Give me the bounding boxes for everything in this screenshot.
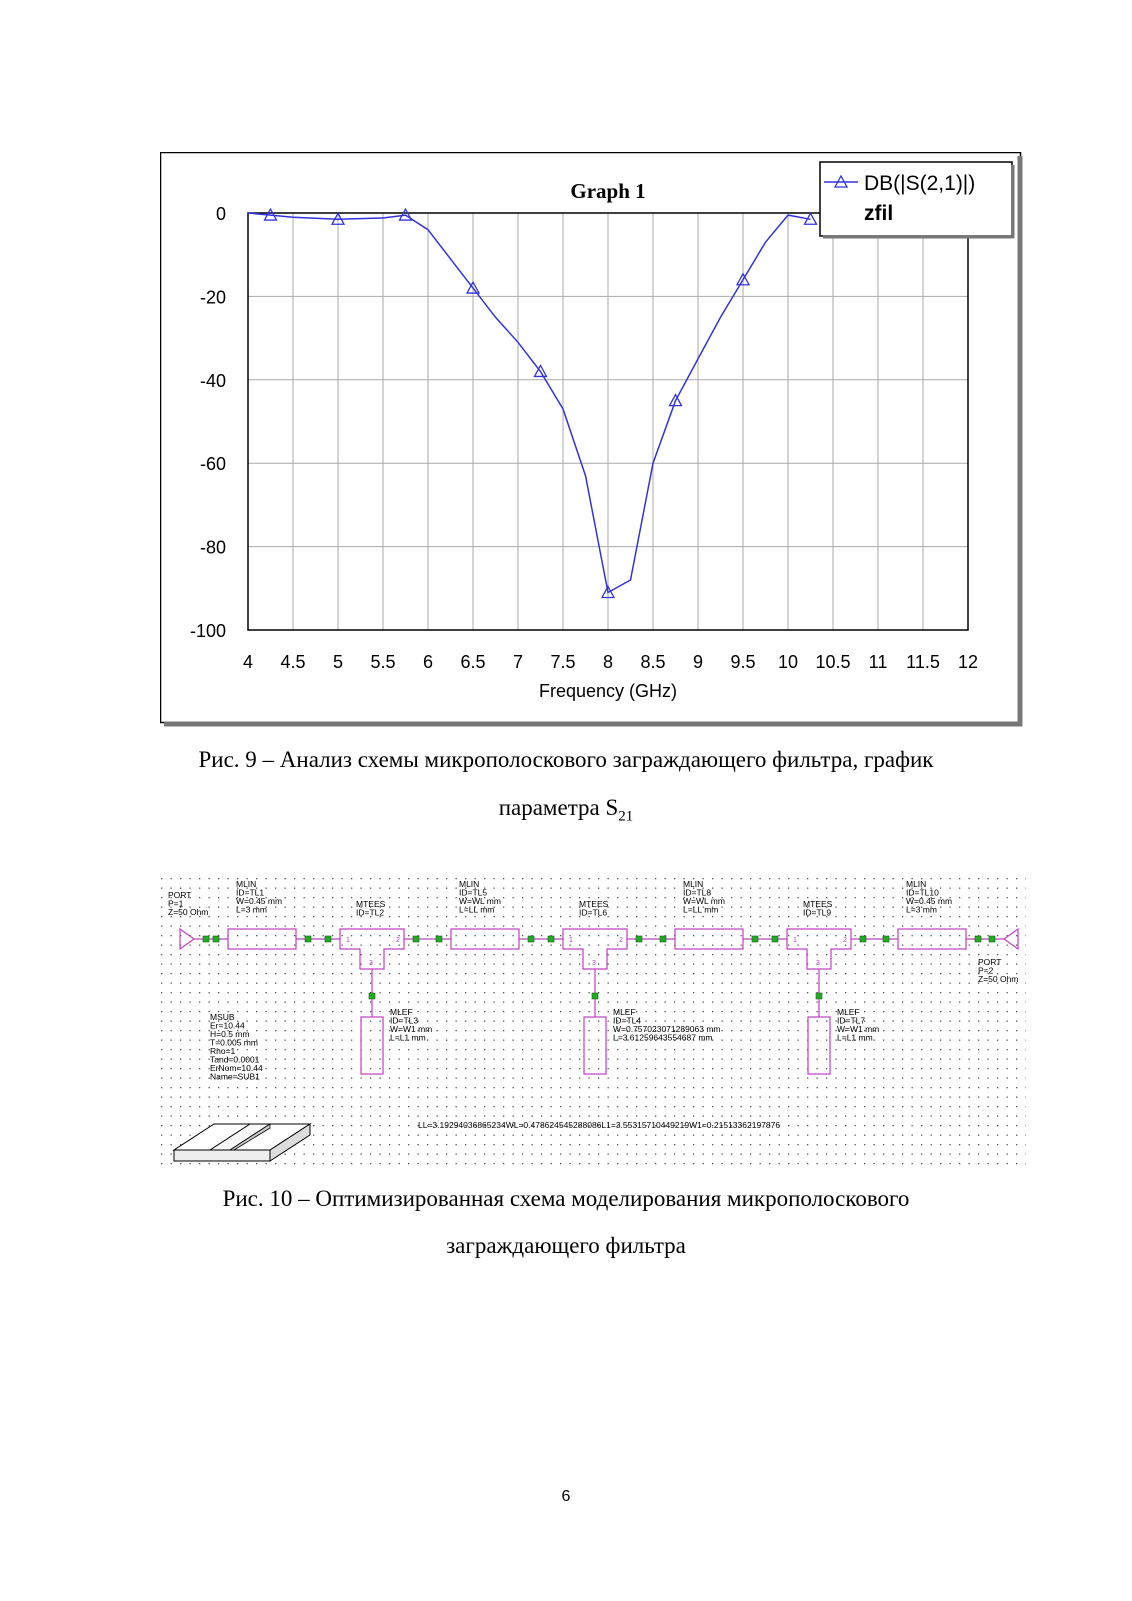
pin-3: 3 [369, 960, 373, 967]
element-param: ID=TL6 [579, 907, 608, 918]
element-param: ID=TL9 [803, 907, 832, 918]
pin-2: 2 [619, 937, 623, 944]
element-param: W=0.757023071289063 mm [613, 1024, 721, 1034]
caption-subscript: 21 [618, 808, 634, 825]
connection-node [636, 936, 642, 942]
x-tick-label: 6 [422, 652, 434, 672]
x-tick-label: 7.5 [550, 652, 576, 672]
mtees-label-2 [579, 899, 609, 918]
element-param: Z=50 Ohm [978, 974, 1019, 984]
element-param: ID=TL1 [236, 887, 265, 898]
element-param: MLEF [837, 1007, 860, 1017]
element-param: MSUB [210, 1012, 235, 1022]
element-param: ID=TL7 [837, 1015, 866, 1026]
connection-node [989, 936, 995, 942]
y-tick-label: -100 [189, 621, 226, 641]
figure-10-caption-line-2 [0, 1233, 1132, 1259]
y-tick-label: 0 [215, 204, 226, 224]
caption-text: параметра S [498, 795, 619, 820]
element-param: P=1 [168, 898, 184, 909]
element-param: W=W1 mm [837, 1024, 880, 1034]
connection-node [369, 993, 375, 999]
element-param: MLEF [390, 1007, 413, 1017]
filter-schematic [160, 877, 1026, 1167]
connection-node [975, 936, 981, 942]
element-param: Z=50 Ohm [168, 907, 209, 917]
x-tick-label: 8 [602, 652, 614, 672]
element-param: L=3 mm [236, 904, 267, 915]
pin-1: 1 [793, 937, 797, 944]
x-tick-label: 12 [957, 652, 979, 672]
connection-node [772, 936, 778, 942]
x-tick-label: 8.5 [640, 652, 666, 672]
graph-title: Graph 1 [570, 179, 646, 203]
element-param: W=WL mm [683, 896, 725, 906]
legend [820, 162, 1014, 238]
x-tick-label: 11 [868, 652, 888, 672]
pin-3: 3 [816, 960, 820, 967]
caption-text: заграждающего фильтра [446, 1233, 686, 1258]
figure-9-caption-line-2 [0, 795, 1132, 826]
y-tick-label: -80 [199, 537, 226, 558]
element-param: ErNom=10.44 [210, 1063, 263, 1073]
connection-node [883, 936, 889, 942]
element-param: ID=TL5 [459, 887, 488, 898]
connection-node [548, 936, 554, 942]
y-tick-label: -40 [199, 370, 226, 391]
element-param: MTEES [579, 899, 609, 909]
x-tick-label: 11.5 [906, 652, 940, 672]
connection-node [436, 936, 442, 942]
element-param: MTEES [803, 899, 833, 909]
mtees-label-1 [356, 899, 386, 918]
connection-node [325, 936, 331, 942]
element-param: ID=TL4 [613, 1015, 642, 1026]
pin-2: 2 [843, 937, 847, 944]
element-param: Rho=1 [210, 1046, 236, 1056]
legend-entry-s21: DB(|S(2,1)|) [864, 172, 976, 195]
x-tick-label: 4 [242, 652, 254, 672]
pin-2: 2 [396, 937, 400, 944]
element-param: W=0.45 mm [906, 896, 953, 906]
element-param: T=0.005 mm [210, 1037, 258, 1048]
x-tick-label: 9.5 [730, 652, 756, 672]
x-tick-label: 9 [692, 652, 704, 672]
element-param: L=LL mm [683, 904, 719, 915]
element-param: MLEF [613, 1007, 636, 1017]
element-param: ID=TL8 [683, 887, 712, 898]
connection-node [213, 936, 219, 942]
x-axis-label: Frequency (GHz) [538, 681, 678, 701]
element-param: L=LL mm [459, 904, 495, 915]
page-number: 6 [561, 1488, 571, 1505]
element-param: L=3 mm [906, 904, 937, 915]
x-tick-label: 5.5 [370, 652, 396, 672]
connection-node [660, 936, 666, 942]
element-param: L=3.61259643554687 mm [613, 1032, 713, 1043]
connection-node [305, 936, 311, 942]
caption-text: Рис. 9 – Анализ схемы микрополоскового заграждающего фильтра, график [198, 747, 934, 772]
element-param: MTEES [356, 899, 386, 909]
pin-1: 1 [346, 937, 350, 944]
element-param: W=W1 mm [390, 1024, 433, 1034]
element-param: Er=10.44 [210, 1020, 245, 1031]
caption-text: Рис. 10 – Оптимизированная схема моделирования микрополоскового [222, 1186, 910, 1211]
element-param: PORT [168, 890, 192, 900]
legend-entry-zfil: zfil [864, 202, 894, 225]
x-tick-label: 4.5 [280, 652, 306, 672]
figure-9-caption-line-1 [0, 747, 1132, 773]
figure-10-caption-line-1 [0, 1186, 1132, 1212]
element-param: ID=TL2 [356, 907, 385, 918]
x-tick-label: 10 [777, 652, 799, 672]
x-tick-label: 10.5 [815, 652, 851, 672]
element-param: L=L1 mm [837, 1032, 873, 1043]
pin-3: 3 [592, 960, 596, 967]
element-param: Name=SUB1 [210, 1071, 260, 1082]
element-param: ID=TL3 [390, 1015, 419, 1026]
x-tick-label: 7 [512, 652, 524, 672]
element-param: MLIN [906, 879, 927, 889]
connection-node [413, 936, 419, 942]
connection-node [528, 936, 534, 942]
element-param: ID=TL10 [906, 887, 939, 898]
element-param: MLIN [683, 879, 704, 889]
element-param: W=0.45 mm [236, 896, 283, 906]
connection-node [203, 936, 209, 942]
element-param: H=0.5 mm [210, 1029, 250, 1039]
s21-graph [160, 152, 1028, 729]
x-tick-label: 6.5 [460, 652, 486, 672]
y-tick-label: -60 [199, 454, 226, 475]
connection-node [592, 993, 598, 999]
element-param: MLIN [236, 879, 257, 889]
connection-node [816, 993, 822, 999]
element-param: Tand=0.0001 [210, 1054, 260, 1065]
element-param: PORT [978, 957, 1002, 967]
mtees-label-3 [803, 899, 833, 918]
equation-text: LL=3.19294036865234WL=0.478624545288086L1=3.55315710449219W1=0.21513362197876 [418, 1120, 781, 1130]
y-tick-label: -20 [199, 287, 226, 308]
pin-1: 1 [569, 937, 573, 944]
connection-node [752, 936, 758, 942]
element-param: P=2 [978, 965, 994, 976]
x-tick-label: 5 [332, 652, 344, 672]
element-param: W=WL mm [459, 896, 501, 906]
element-param: MLIN [459, 879, 480, 889]
element-param: L=L1 mm [390, 1032, 426, 1043]
connection-node [860, 936, 866, 942]
